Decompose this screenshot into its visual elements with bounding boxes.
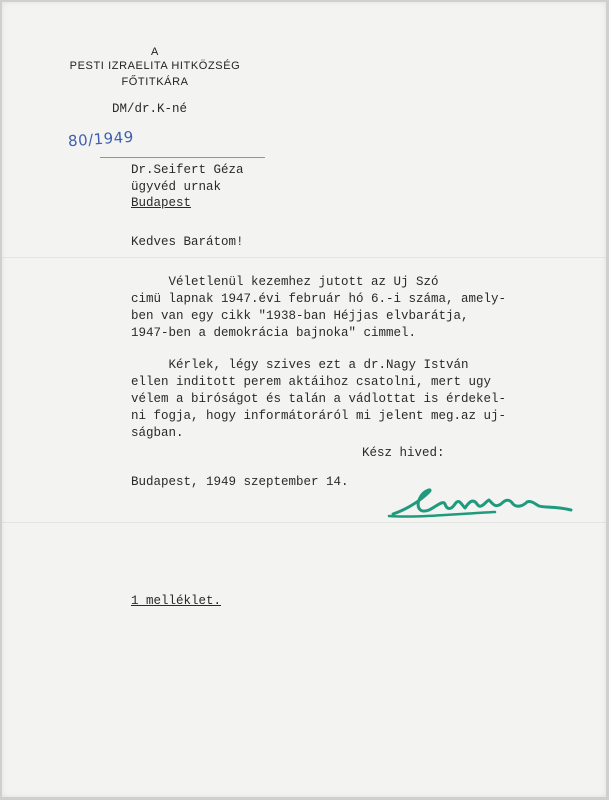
recipient-title: ügyvéd urnak xyxy=(131,180,222,194)
body-line: Véletlenül kezemhez jutott az Uj Szó xyxy=(131,275,439,289)
signature xyxy=(385,480,580,525)
letterhead-line-1: A xyxy=(151,46,159,58)
recipient-name: Dr.Seifert Géza xyxy=(131,163,244,177)
body-line: ben van egy cikk "1938-ban Héjjas elvbarátja, xyxy=(131,309,469,323)
closing: Kész hived: xyxy=(362,446,445,460)
letterhead-office: FŐTITKÁRA xyxy=(121,76,189,88)
body-line: cimü lapnak 1947.évi február hó 6.-i száma, amely- xyxy=(131,292,507,306)
body-line: 1947-ben a demokrácia bajnoka" cimmel. xyxy=(131,326,417,340)
body-line: Kérlek, légy szives ezt a dr.Nagy István xyxy=(131,358,469,372)
date-line: Budapest, 1949 szeptember 14. xyxy=(131,475,349,489)
body-line: ságban. xyxy=(131,426,184,440)
body-line: ni fogja, hogy informátoráról mi jelent meg.az uj- xyxy=(131,409,507,423)
handwritten-number: 80/1949 xyxy=(67,127,135,151)
salutation: Kedves Barátom! xyxy=(131,235,244,249)
attachment-note: 1 melléklet. xyxy=(131,594,222,608)
letterhead-organization: PESTI IZRAELITA HITKÖZSÉG xyxy=(69,60,241,72)
body-line: ellen inditott perem aktáihoz csatolni, mert ugy xyxy=(131,375,492,389)
body-line: vélem a biróságot és talán a vádlottat is érdekel- xyxy=(131,392,507,406)
recipient-city: Budapest xyxy=(131,196,192,210)
reference-code: DM/dr.K-né xyxy=(112,102,188,116)
underline-rule xyxy=(100,157,265,158)
fold-line xyxy=(2,257,606,258)
